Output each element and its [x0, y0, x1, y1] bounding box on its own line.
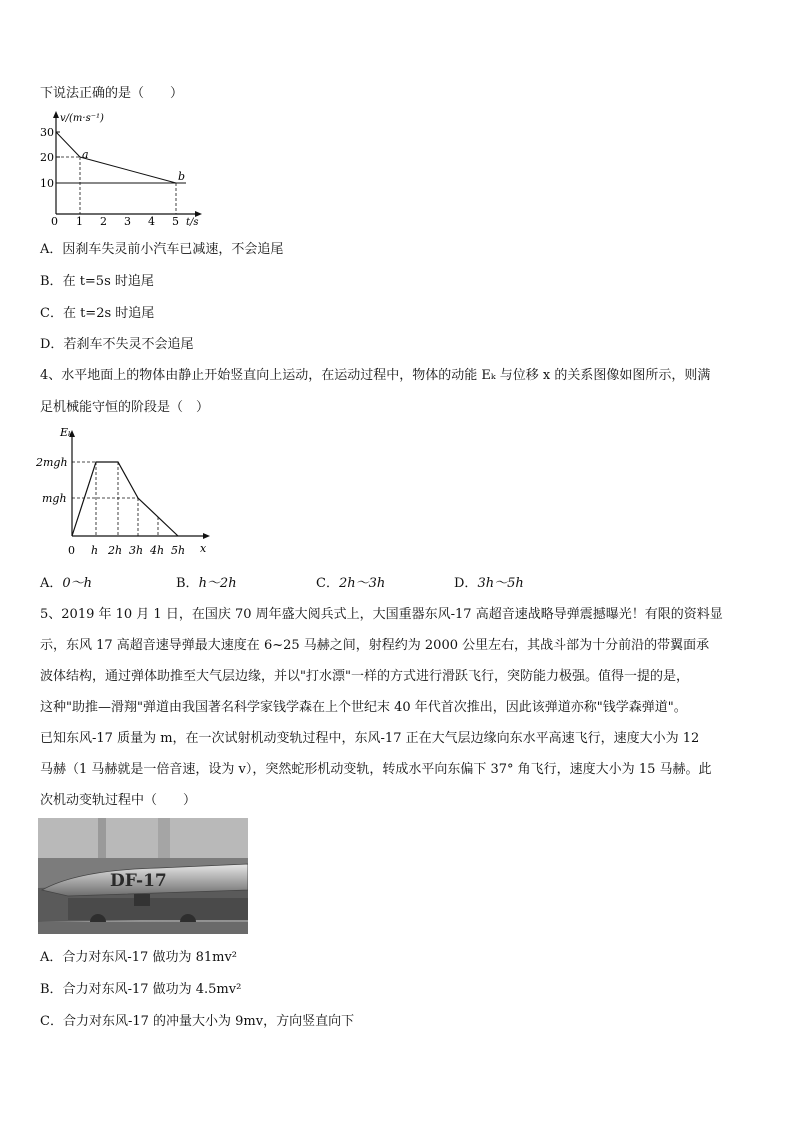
- option-letter: A．: [40, 950, 63, 965]
- q3-vt-graph: [36, 108, 216, 226]
- q3-option-c: [40, 302, 154, 321]
- option-text: h～2h: [198, 576, 237, 591]
- q4-ek-graph: [36, 424, 226, 560]
- df17-photo-label: DF-17: [110, 871, 167, 891]
- q4-xtick-5h: 5h: [171, 544, 186, 557]
- q5-line-2: 示，东风 17 高超音速导弹最大速度在 6~25 马赫之间，射程约为 2000 公里左右，其战斗部为十分前沿的带翼面承: [40, 638, 710, 653]
- q4-x-axis-label: x: [200, 542, 207, 555]
- q4-stem-line2: 足机械能守恒的阶段是（ ）: [40, 400, 210, 415]
- q3-ytick-20: 20: [40, 151, 54, 164]
- q4-option-a: [40, 572, 176, 591]
- q3-ytick-30: 30: [40, 126, 54, 139]
- q5-option-b: [40, 978, 241, 997]
- q3-xtick-5: 5: [172, 215, 179, 226]
- option-letter: C．: [40, 1014, 63, 1029]
- q4-xtick-4h: 4h: [150, 544, 165, 557]
- q3-option-a: [40, 238, 283, 257]
- option-letter: C．: [316, 576, 339, 591]
- q3-xtick-3: 3: [124, 215, 131, 226]
- q3-xtick-2: 2: [100, 215, 107, 226]
- option-text: 合力对东风-17 的冲量大小为 9mv，方向竖直向下: [62, 1014, 355, 1029]
- option-text: 因刹车失灵前小汽车已减速，不会追尾: [62, 242, 284, 257]
- q4-ytick-2mgh: 2mgh: [36, 456, 68, 469]
- q3-xtick-0: 0: [51, 215, 58, 226]
- option-letter: C．: [40, 306, 63, 321]
- option-letter: B．: [176, 576, 199, 591]
- q4-option-b: [176, 572, 316, 591]
- q3-option-b: [40, 270, 154, 289]
- q3-option-d: [40, 333, 193, 352]
- q5-line-1: 5、2019 年 10 月 1 日，在国庆 70 周年盛大阅兵式上，大国重器东风-17 高超音速战略导弹震撼曝光！有限的资料显: [40, 607, 723, 622]
- q3-point-b: b: [178, 170, 186, 183]
- q3-point-a: a: [82, 148, 89, 161]
- q5-line-5: 已知东风-17 质量为 m，在一次试射机动变轨过程中，东风-17 正在大气层边缘向东水平高速飞行，速度大小为 12: [40, 731, 700, 746]
- q4-stem-line1: 4、水平地面上的物体由静止开始竖直向上运动，在运动过程中，物体的动能 Eₖ 与位移 x 的关系图像如图所示，则满: [40, 368, 711, 383]
- option-text: 若刹车不失灵不会追尾: [63, 337, 194, 352]
- q4-option-d: [454, 572, 524, 591]
- q3-x-axis-label: t/s: [186, 217, 199, 226]
- q4-xtick-0: 0: [68, 544, 75, 557]
- q5-line-7: 次机动变轨过程中（ ）: [40, 793, 197, 808]
- q5-option-c: [40, 1010, 354, 1029]
- option-text: 在 t=5s 时追尾: [62, 274, 154, 289]
- q4-xtick-h: h: [91, 544, 99, 557]
- option-letter: D．: [40, 337, 64, 352]
- q4-ek-curve: [72, 462, 178, 536]
- option-text: 合力对东风-17 做功为 81mv²: [62, 950, 238, 965]
- option-text: 在 t=2s 时追尾: [62, 306, 155, 321]
- option-text: 0～h: [62, 576, 93, 591]
- q4-xtick-3h: 3h: [129, 544, 144, 557]
- q3-vt-curve: [56, 132, 176, 183]
- q3-xtick-4: 4: [148, 215, 155, 226]
- option-letter: A．: [40, 576, 63, 591]
- option-letter: B．: [40, 982, 63, 997]
- q5-line-3: 波体结构，通过弹体助推至大气层边缘，并以"打水漂"一样的方式进行滑跃飞行，突防能力极强。值得一提的是，: [40, 669, 689, 684]
- q4-ytick-mgh: mgh: [42, 492, 67, 505]
- option-letter: B．: [40, 274, 63, 289]
- q3-stem-tail: 下说法正确的是（ ）: [40, 86, 184, 101]
- q5-line-4: 这种"助推—滑翔"弹道由我国著名科学家钱学森在上个世纪末 40 年代首次推出，因此该弹道亦称"钱学森弹道"。: [40, 700, 687, 715]
- q3-y-axis-label: v/(m·s⁻¹): [60, 113, 104, 124]
- q3-xtick-1: 1: [76, 215, 83, 226]
- q4-options: [40, 572, 524, 591]
- q4-xtick-2h: 2h: [108, 544, 123, 557]
- q4-option-c: [316, 572, 454, 591]
- q5-line-6: 马赫（1 马赫就是一倍音速，设为 v），突然蛇形机动变轨，转成水平向东偏下 37° 角飞行，速度大小为 15 马赫。此: [40, 762, 712, 777]
- option-text: 合力对东风-17 做功为 4.5mv²: [62, 982, 242, 997]
- q4-y-axis-label: Eₖ: [60, 426, 73, 439]
- option-text: 2h～3h: [338, 576, 386, 591]
- q5-option-a: [40, 946, 237, 965]
- option-letter: A．: [40, 242, 63, 257]
- option-text: 3h～5h: [477, 576, 524, 591]
- df17-photo: [38, 818, 248, 934]
- q3-ytick-10: 10: [40, 177, 54, 190]
- option-letter: D．: [454, 576, 478, 591]
